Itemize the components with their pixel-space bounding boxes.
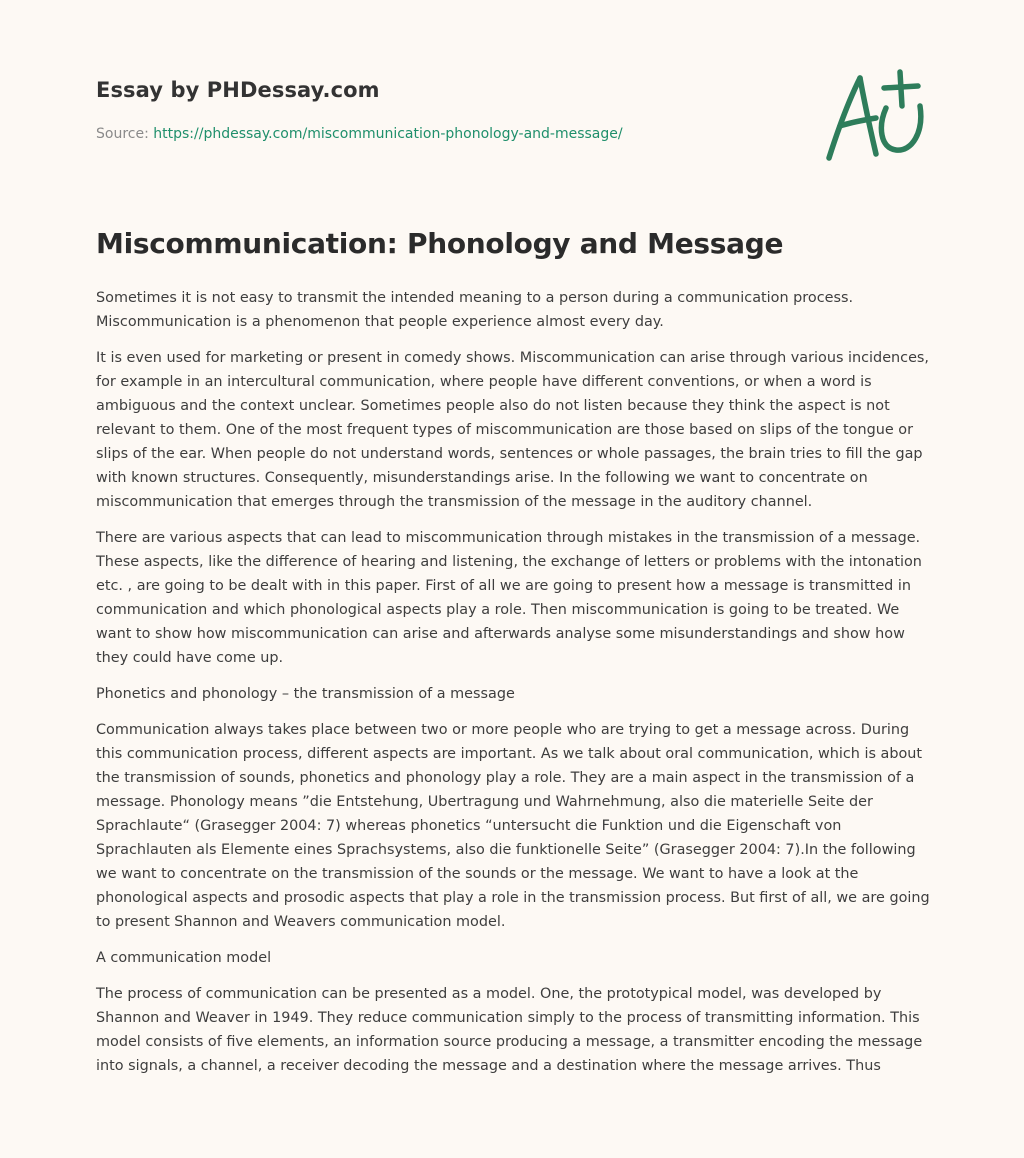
brand-title: Essay by PHDessay.com <box>96 78 380 102</box>
essay-content <box>96 222 936 1090</box>
essay-paragraph: The process of communication can be presented as a model. One, the prototypical model, was developed by Shannon and Weaver in 1949. They reduce communication simply to the process of transmitting information. This model consists of five elements, an information source producing a message, a transmitter encoding the message into signals, a channel, a receiver decoding the message and a destination where the message arrives. Thus <box>96 986 923 1074</box>
essay-paragraph: Sometimes it is not easy to transmit the intended meaning to a person during a communication process. Miscommunication is a phenomenon that people experience almost every day. <box>96 290 854 330</box>
essay-paragraph: Communication always takes place between two or more people who are trying to get a message across. During this communication process, different aspects are important. As we talk about oral communication, which is about the transmission of sounds, phonetics and phonology play a role. They are a main aspect in the transmission of a message. Phonology means ”die Entstehung, Ubertragung und Wahrnehmung, also die materielle Seite der Sprachlaute“ (Grasegger 2004: 7) whereas phonetics “untersucht die Funktion und die Eigenschaft von Sprachlauten als Elemente eines Sprachsystems, also die funktionelle Seite” (Grasegger 2004: 7).In the following we want to concentrate on the transmission of the sounds or the message. We want to have a look at the phonological aspects and prosodic aspects that play a role in the transmission process. But first of all, we are going to present Shannon and Weavers communication model. <box>96 722 930 930</box>
a-plus-logo-icon <box>820 66 930 166</box>
essay-title: Miscommunication: Phonology and Message <box>96 227 784 260</box>
source-label: Source: <box>96 126 154 142</box>
essay-paragraph: There are various aspects that can lead to miscommunication through mistakes in the transmission of a message. These aspects, like the difference of hearing and listening, the exchange of letters or problems with the intonation etc. , are going to be dealt with in this paper. First of all we are going to present how a message is transmitted in communication and which phonological aspects play a role. Then miscommunication is going to be treated. We want to show how miscommunication can arise and afterwards analyse some misunderstandings and show how they could have come up. <box>96 530 922 666</box>
page-header <box>96 74 796 144</box>
section-heading-phonetics: Phonetics and phonology – the transmission of a message <box>96 686 515 702</box>
source-line <box>96 124 796 144</box>
source-link[interactable]: https://phdessay.com/miscommunication-phonology-and-message/ <box>153 126 623 142</box>
section-heading-communication-model: A communication model <box>96 950 272 966</box>
essay-paragraph: It is even used for marketing or present in comedy shows. Miscommunication can arise through various incidences, for example in an intercultural communication, where people have different conventions, or when a word is ambiguous and the context unclear. Sometimes people also do not listen because they think the aspect is not relevant to them. One of the most frequent types of miscommunication are those based on slips of the tongue or slips of the ear. When people do not understand words, sentences or whole passages, the brain tries to fill the gap with known structures. Consequently, misunderstandings arise. In the following we want to concentrate on miscommunication that emerges through the transmission of the message in the auditory channel. <box>96 350 930 510</box>
